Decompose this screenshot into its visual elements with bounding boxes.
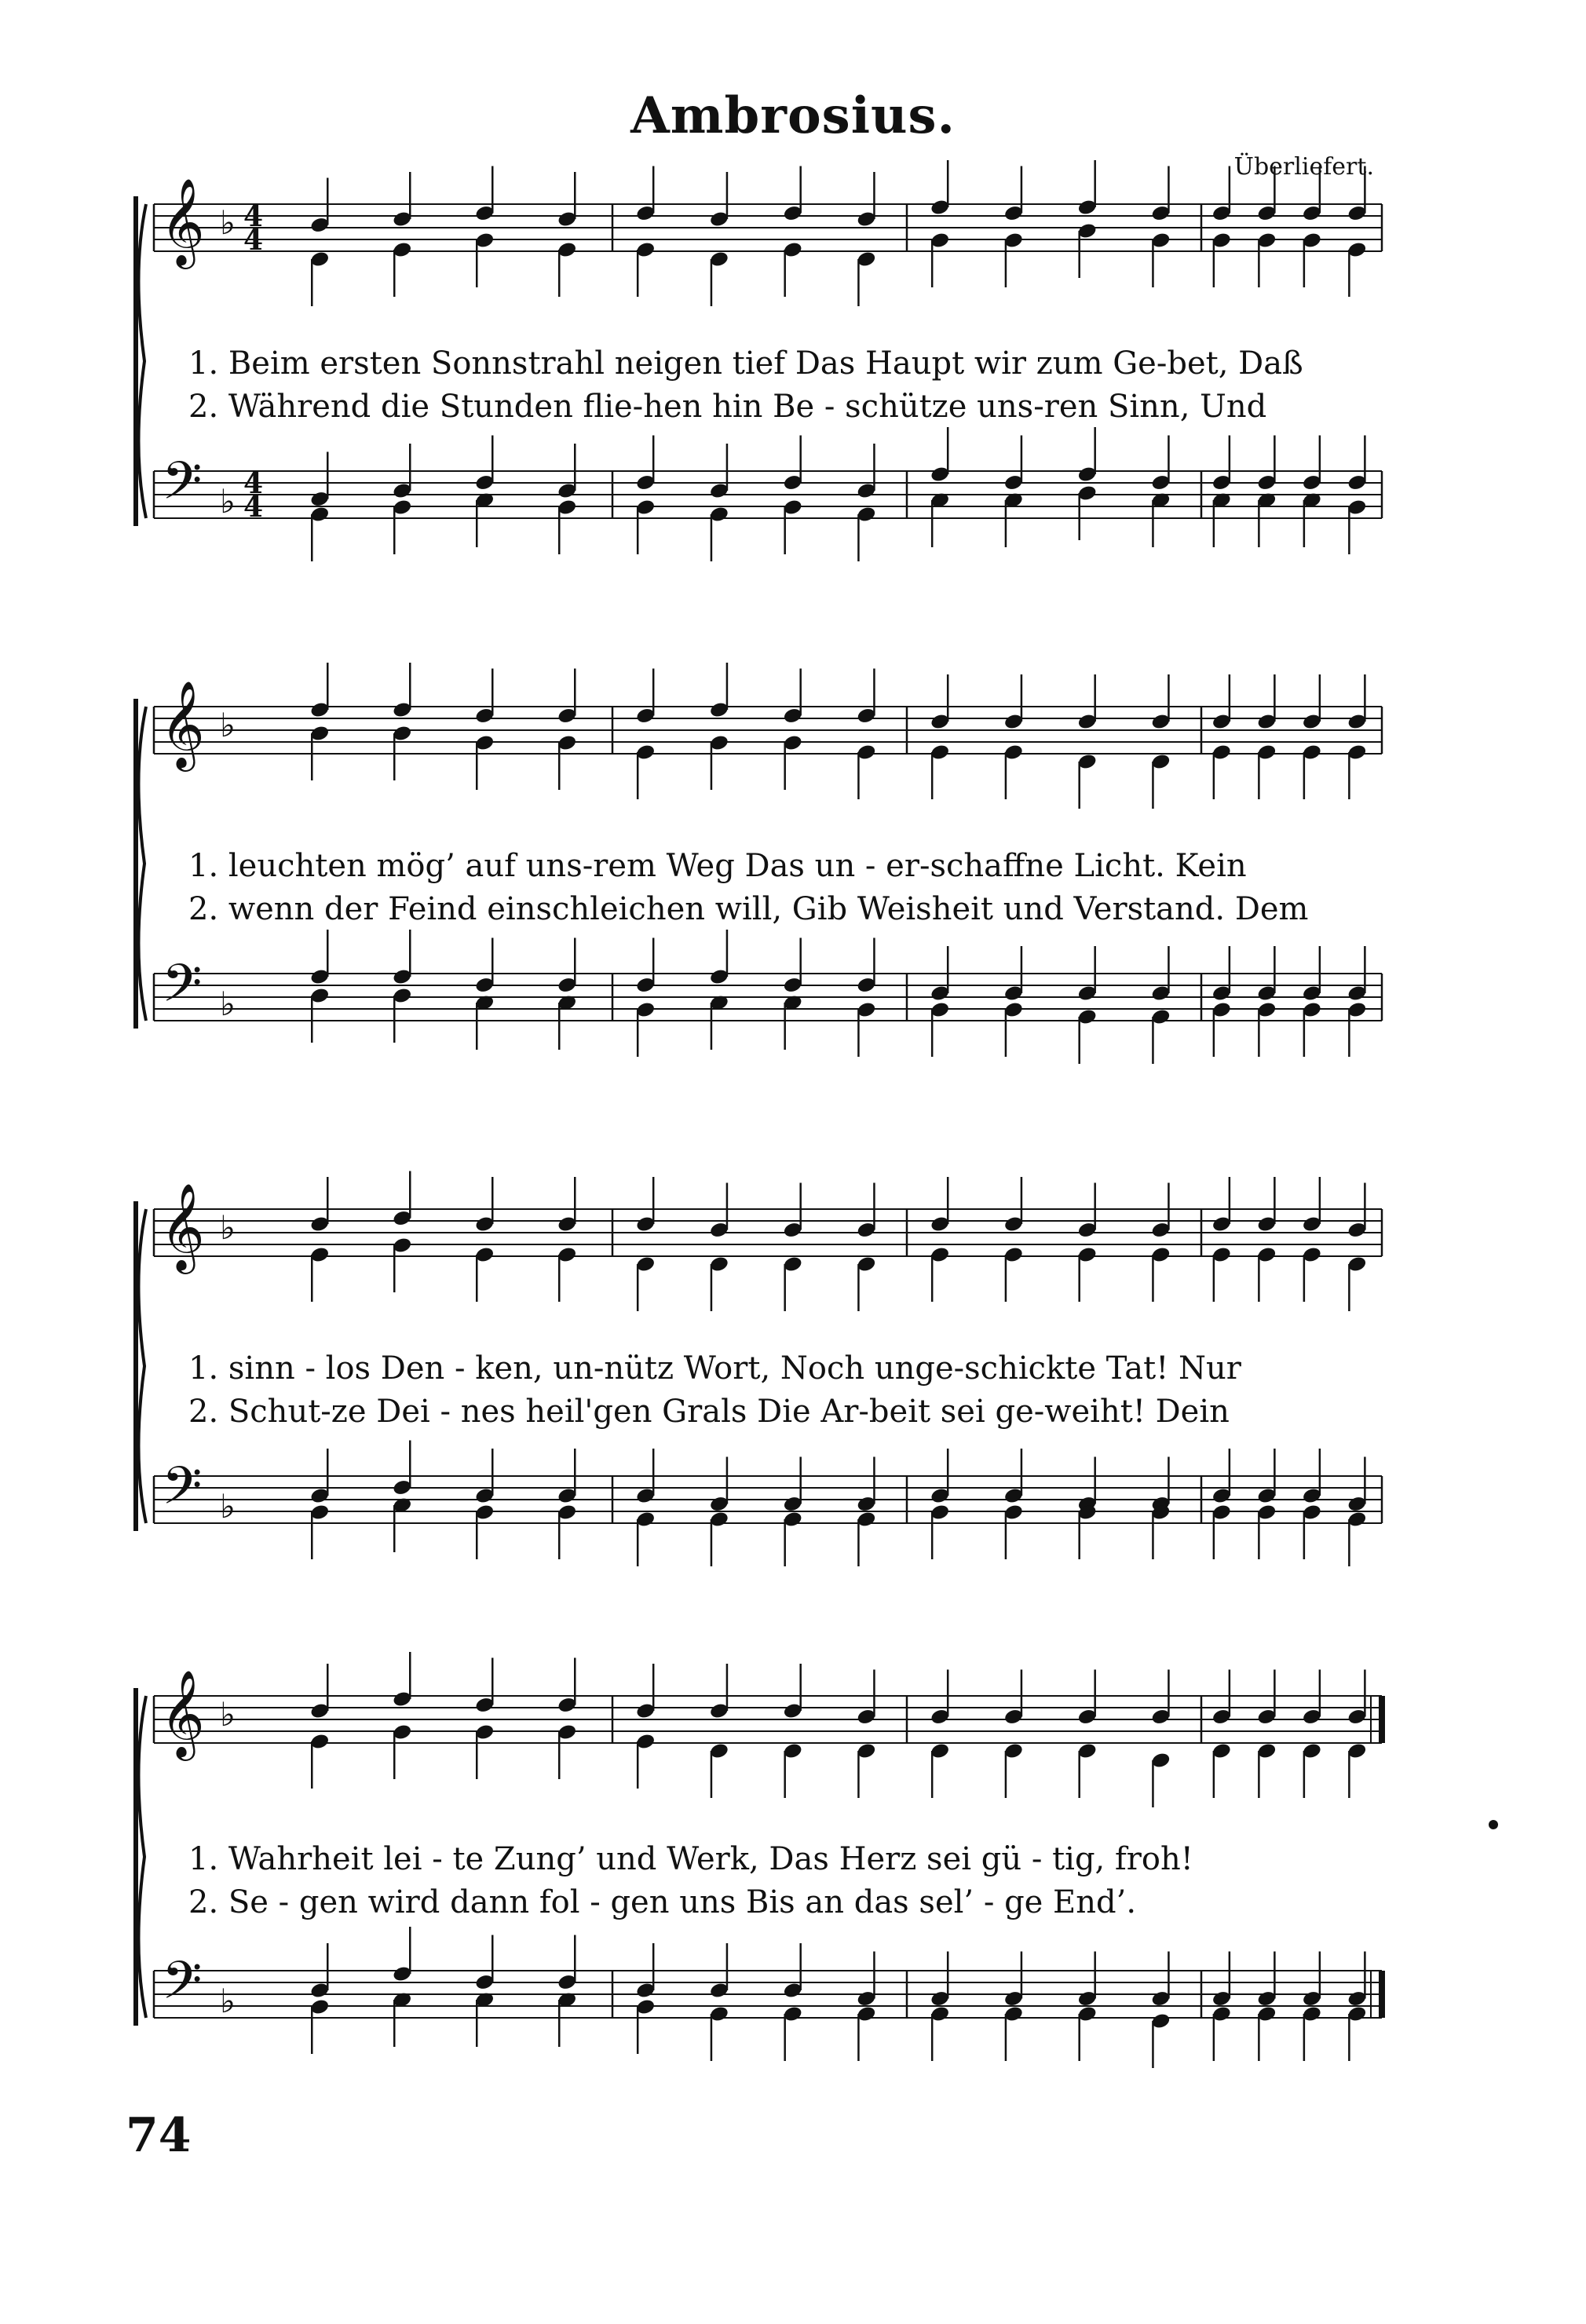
treble-chord [1347, 1670, 1367, 1799]
treble-chord [1302, 1177, 1322, 1302]
bass-chord [1003, 1449, 1024, 1559]
bass-chord [474, 1449, 495, 1559]
system-1 [133, 177, 1398, 620]
treble-chord [392, 663, 412, 780]
bass-chord [635, 1943, 656, 2054]
flat-bass-icon: ♭ [220, 482, 236, 521]
treble-chord [709, 1183, 729, 1312]
bass-chord [557, 938, 577, 1051]
verse-2-line: 2. Se - gen wird dann fol - gen uns Bis an das sel’ - ge End’. [188, 1884, 1137, 1920]
time-signature: 4 [243, 467, 264, 500]
treble-staff [154, 1696, 1382, 1743]
bass-chord [709, 1943, 729, 2061]
treble-chord [1256, 166, 1277, 288]
bass-chord [709, 930, 729, 1050]
treble-staff [154, 1209, 1382, 1256]
treble-chord [1150, 1670, 1171, 1808]
bass-chord [557, 1449, 577, 1559]
bass-chord [1347, 946, 1367, 1057]
treble-chord [1256, 1670, 1277, 1799]
bass-chord [474, 436, 495, 548]
system-4 [133, 1669, 1398, 2143]
treble-chord [1256, 674, 1277, 799]
bass-chord [930, 946, 950, 1057]
treble-chord [1347, 1183, 1367, 1312]
stray-mark [1489, 1820, 1498, 1829]
bass-chord [1150, 1457, 1171, 1560]
brace [138, 707, 146, 1021]
bass-chord [392, 1441, 412, 1553]
treble-staff [154, 707, 1382, 754]
treble-chord [1302, 166, 1322, 288]
treble-chord [1150, 1183, 1171, 1303]
treble-chord [1003, 1670, 1024, 1799]
bass-chord [1256, 436, 1277, 548]
system-3 [133, 1182, 1398, 1625]
bass-chord [1150, 436, 1171, 548]
verse-2-line: 2. Während die Stunden flie-hen hin Be - schütze uns-ren Sinn, Und [188, 389, 1267, 425]
treble-chord [930, 160, 950, 287]
treble-chord [856, 669, 876, 800]
bass-chord [474, 938, 495, 1051]
bass-chord [1211, 1449, 1232, 1559]
treble-chord [392, 1652, 412, 1779]
treble-chord [635, 1664, 656, 1789]
treble-chord [1211, 674, 1232, 799]
treble-chord [930, 1670, 950, 1799]
treble-chord [709, 663, 729, 790]
bass-chord [557, 1935, 577, 2048]
time-signature: 4 [243, 491, 264, 524]
treble-chord [474, 1177, 495, 1302]
system-2 [133, 680, 1398, 1123]
treble-chord [783, 166, 803, 298]
bass-chord [1302, 1449, 1322, 1559]
brace [138, 1696, 146, 2018]
treble-chord [1302, 674, 1322, 799]
bass-chord [1302, 946, 1322, 1057]
bass-chord [1302, 436, 1322, 548]
bass-chord [1211, 436, 1232, 548]
treble-chord [557, 1658, 577, 1780]
treble-chord [309, 1664, 330, 1789]
treble-chord [474, 669, 495, 791]
treble-chord [1077, 1670, 1098, 1799]
bass-chord [1150, 1952, 1171, 2069]
treble-staff [154, 204, 1382, 251]
bass-clef-icon: 𝄢 [162, 953, 203, 1026]
flat-bass-icon: ♭ [220, 1487, 236, 1526]
treble-chord [557, 669, 577, 791]
treble-clef-icon: 𝄞 [160, 1182, 205, 1270]
bass-chord [309, 1449, 330, 1559]
treble-chord [1347, 674, 1367, 799]
bass-chord [392, 1927, 412, 2047]
bass-chord [783, 938, 803, 1051]
bass-chord [635, 1449, 656, 1566]
system-bracket [133, 1201, 138, 1531]
system-bracket [133, 196, 138, 526]
bass-staff [154, 1971, 1382, 2018]
bass-chord [1256, 1449, 1277, 1559]
bass-chord [309, 1943, 330, 2054]
verse-2-line: 2. Schut-ze Dei - nes heil'gen Grals Die Ar-beit sei ge-weiht! Dein [188, 1394, 1230, 1430]
time-signature: 4 [243, 224, 264, 257]
treble-chord [557, 1177, 577, 1302]
bass-chord [1003, 436, 1024, 548]
bass-chord [392, 444, 412, 554]
flat-treble-icon: ♭ [220, 203, 236, 242]
bass-chord [557, 444, 577, 554]
time-signature: 4 [243, 200, 264, 233]
treble-chord [856, 1183, 876, 1312]
bass-chord [709, 444, 729, 561]
flat-treble-icon: ♭ [220, 1695, 236, 1734]
treble-chord [930, 674, 950, 799]
treble-chord [1003, 1177, 1024, 1302]
bass-clef-icon: 𝄢 [162, 1950, 203, 2023]
treble-chord [1302, 1670, 1322, 1799]
bass-chord [856, 444, 876, 561]
treble-chord [1003, 166, 1024, 288]
flat-bass-icon: ♭ [220, 1982, 236, 2020]
bass-chord [1256, 946, 1277, 1057]
treble-clef-icon: 𝄞 [160, 1669, 205, 1757]
bass-staff [154, 471, 1382, 518]
bass-chord [930, 1449, 950, 1559]
treble-chord [474, 1658, 495, 1780]
flat-treble-icon: ♭ [220, 1208, 236, 1247]
verse-1-line: 1. sinn - los Den - ken, un-nütz Wort, Noch unge-schickte Tat! Nur [188, 1350, 1241, 1387]
treble-chord [309, 1177, 330, 1302]
bass-chord [1077, 1457, 1098, 1560]
bass-chord [1211, 946, 1232, 1057]
treble-chord [1211, 166, 1232, 288]
bass-staff [154, 974, 1382, 1021]
treble-chord [392, 1171, 412, 1293]
flat-bass-icon: ♭ [220, 985, 236, 1023]
bass-clef-icon: 𝄢 [162, 451, 203, 524]
brace [138, 1209, 146, 1523]
treble-chord [1211, 1670, 1232, 1799]
verse-1-line: 1. leuchten mög’ auf uns-rem Weg Das un - er-schaffne Licht. Kein [188, 848, 1247, 884]
bass-chord [474, 1935, 495, 2048]
bass-clef-icon: 𝄢 [162, 1456, 203, 1529]
treble-chord [635, 166, 656, 298]
verse-2-line: 2. wenn der Feind einschleichen will, Gib Weisheit und Verstand. Dem [188, 891, 1309, 927]
treble-chord [474, 166, 495, 288]
treble-chord [635, 669, 656, 800]
treble-clef-icon: 𝄞 [160, 177, 205, 265]
bass-chord [1150, 946, 1171, 1064]
system-bracket [133, 1688, 138, 2026]
treble-chord [1211, 1177, 1232, 1302]
page-title: Ambrosius. [630, 86, 956, 145]
flat-treble-icon: ♭ [220, 706, 236, 744]
treble-chord [1347, 166, 1367, 298]
treble-chord [783, 1183, 803, 1312]
treble-chord [1150, 166, 1171, 288]
verse-1-line: 1. Wahrheit lei - te Zung’ und Werk, Das Herz sei gü - tig, froh! [188, 1841, 1193, 1877]
treble-chord [309, 663, 330, 780]
treble-chord [856, 1670, 876, 1799]
brace [138, 204, 146, 518]
treble-clef-icon: 𝄞 [160, 680, 205, 768]
bass-chord [930, 427, 950, 547]
bass-chord [1003, 946, 1024, 1057]
treble-chord [309, 178, 330, 307]
attribution: Überliefert. [1233, 153, 1374, 181]
treble-chord [1003, 674, 1024, 799]
treble-chord [930, 1177, 950, 1302]
bass-staff [154, 1476, 1382, 1523]
treble-chord [783, 669, 803, 791]
system-bracket [133, 699, 138, 1029]
treble-chord [1077, 1183, 1098, 1303]
treble-chord [1077, 160, 1098, 278]
page-number: 74 [126, 2108, 192, 2163]
bass-chord [783, 1943, 803, 2061]
bass-chord [1077, 946, 1098, 1064]
treble-chord [392, 172, 412, 297]
treble-chord [557, 172, 577, 297]
verse-1-line: 1. Beim ersten Sonnstrahl neigen tief Das Haupt wir zum Ge-bet, Daß [188, 345, 1303, 382]
treble-chord [1256, 1177, 1277, 1302]
